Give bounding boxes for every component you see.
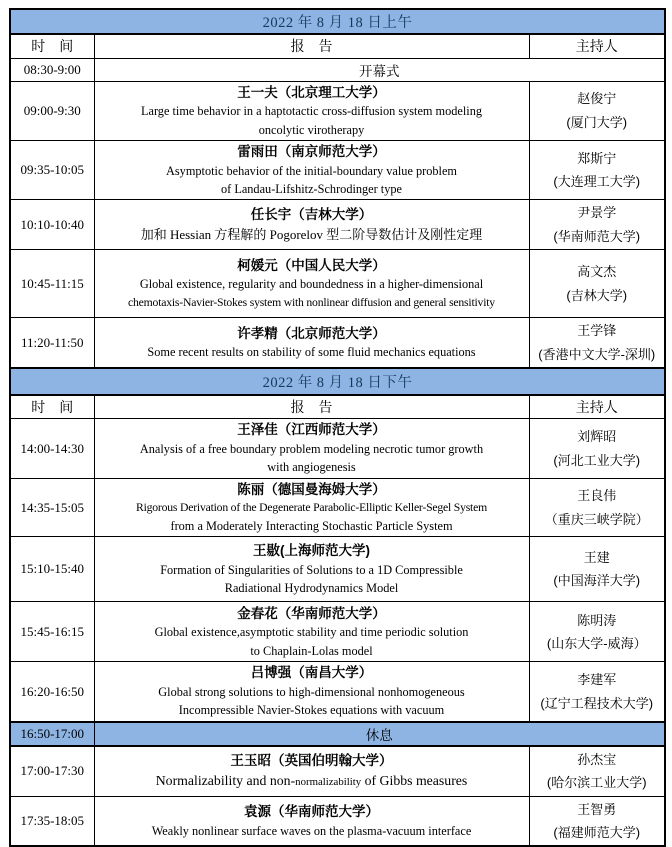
chair-affiliation: (辽宁工程技术大学) [540,695,654,711]
talk-title-line: Radiational Hydrodynamics Model [224,581,399,596]
chair-affiliation: (大连理工大学) [553,174,641,190]
chair-cell [529,140,665,199]
opening-label: 开幕式 [94,58,665,81]
talk-row [10,140,665,199]
talk-cell [94,746,529,796]
talk-speaker: 王玉昭（英国伯明翰大学） [230,753,393,769]
talk-row [10,602,665,662]
col-header-talk: 报 告 [94,34,529,58]
break-time: 16:50-17:00 [10,722,94,746]
talk-title-line: Analysis of a free boundary problem modeling necrotic tumor growth [139,442,484,456]
chair-cell [529,478,665,537]
chair-affiliation: (吉林大学) [566,287,628,303]
talk-title-line: Global existence, regularity and boundedness in a higher-dimensional [139,277,484,292]
talk-title-line: from a Moderately Interacting Stochastic Particle System [170,518,453,533]
talk-title-line: Asymptotic behavior of the initial-boundary value problem [166,163,457,178]
talk-time: 09:00-9:30 [10,81,94,140]
talk-cell [94,419,529,478]
talk-cell [94,537,529,602]
chair-cell [529,200,665,250]
talk-title-line: Global strong solutions to high-dimensional nonhomogeneous [158,684,465,699]
talk-cell [94,140,529,199]
talk-title-line: 加和 Hessian 方程解的 Pogorelov 型二阶导数估计及刚性定理 [140,226,483,242]
talk-time: 10:10-10:40 [10,200,94,250]
talk-row [10,746,665,796]
talk-title-line: Some recent results on stability of some fluid mechanics equations [147,345,476,360]
talk-cell [94,662,529,722]
talk-row [10,318,665,368]
break-row [10,722,665,746]
talk-cell [94,250,529,318]
talk-speaker: 任长宇（吉林大学） [250,207,373,223]
chair-name: 王学锋 [577,323,617,339]
talk-time: 10:45-11:15 [10,250,94,318]
column-header-row-afternoon [10,395,665,419]
col-header-time: 时 间 [10,395,94,419]
talk-row [10,81,665,140]
talk-cell [94,81,529,140]
chair-affiliation: (河北工业大学) [553,452,641,468]
chair-cell [529,796,665,846]
talk-title-part: normalizability [295,775,362,788]
talk-row [10,419,665,478]
opening-ceremony-row [10,58,665,81]
talk-cell [94,796,529,846]
chair-affiliation: (华南师范大学) [553,228,641,244]
talk-time: 17:00-17:30 [10,746,94,796]
talk-title-line: Rigorous Derivation of the Degenerate Parabolic-Elliptic Keller-Segel System [136,501,487,515]
chair-cell [529,602,665,662]
chair-cell [529,81,665,140]
talk-cell [94,478,529,537]
talk-title-line: oncolytic virotherapy [258,122,365,137]
talk-title-part: of Gibbs measures [361,772,468,788]
chair-name: 王智勇 [577,801,617,817]
talk-time: 14:35-15:05 [10,478,94,537]
talk-row [10,478,665,537]
talk-row [10,537,665,602]
talk-row [10,250,665,318]
session-band-morning [10,9,665,34]
talk-cell [94,318,529,368]
chair-cell [529,250,665,318]
conference-schedule-table [9,8,666,847]
talk-speaker: 王一夫（北京理工大学） [237,84,386,100]
chair-affiliation: (哈尔滨工业大学) [546,775,647,791]
chair-affiliation: （重庆三峡学院） [544,511,649,527]
chair-name: 李建军 [577,672,617,688]
chair-name: 赵俊宁 [577,91,617,107]
talk-speaker: 雷雨田（南京师范大学） [237,143,386,159]
talk-cell [94,200,529,250]
chair-cell [529,318,665,368]
chair-cell [529,662,665,722]
talk-time: 14:00-14:30 [10,419,94,478]
col-header-time: 时 间 [10,34,94,58]
chair-name: 王良伟 [577,488,617,504]
talk-speaker: 许孝精（北京师范大学） [237,325,386,341]
break-label: 休息 [94,722,665,746]
chair-name: 王建 [583,550,610,566]
talk-title-line: to Chaplain-Lolas model [250,643,373,658]
talk-speaker: 柯媛元（中国人民大学） [237,257,386,273]
talk-speaker: 袁源（华南师范大学） [244,804,379,820]
col-header-chair: 主持人 [529,34,665,58]
chair-name: 陈明涛 [577,612,617,628]
talk-title-line: with angiogenesis [267,460,356,475]
talk-time: 11:20-11:50 [10,318,94,368]
chair-name: 郑斯宁 [577,150,617,166]
talk-row [10,796,665,846]
chair-affiliation: (厦门大学) [566,114,628,130]
column-header-row-morning [10,34,665,58]
chair-name: 高文杰 [577,264,617,280]
talk-speaker: 陈丽（德国曼海姆大学） [237,481,386,497]
chair-name: 孙杰宝 [577,751,617,767]
chair-name: 刘辉昭 [577,429,617,445]
talk-title-part: Normalizability and non- [155,772,296,788]
session-band-morning-title: 2022 年 8 月 18 日上午 [10,9,665,34]
chair-cell [529,419,665,478]
chair-name: 尹景学 [577,205,617,221]
chair-affiliation: (山东大学-威海） [546,635,647,651]
talk-title-line: Weakly nonlinear surface waves on the plasma-vacuum interface [151,823,472,838]
talk-time: 16:20-16:50 [10,662,94,722]
session-band-afternoon-title: 2022 年 8 月 18 日下午 [10,368,665,395]
talk-title-line [97,771,527,792]
talk-title-line: of Landau-Lifshitz-Schrodinger type [221,181,402,196]
talk-time: 09:35-10:05 [10,140,94,199]
talk-row [10,662,665,722]
opening-time: 08:30-9:00 [10,58,94,81]
chair-affiliation: (香港中文大学-深圳) [538,346,656,362]
talk-title-line: chemotaxis-Navier-Stokes system with nonlinear diffusion and general sensitivity [128,295,495,309]
talk-title-line: Large time behavior in a haptotactic cross-diffusion system modeling [140,104,483,119]
talk-title-line: Formation of Singularities of Solutions to a 1D Compressible [160,562,463,577]
session-band-afternoon [10,368,665,395]
col-header-talk: 报 告 [94,395,529,419]
talk-title-line: Incompressible Navier-Stokes equations with vacuum [178,703,445,718]
chair-cell [529,537,665,602]
talk-speaker: 金春花（华南师范大学） [237,605,386,621]
chair-affiliation: (福建师范大学) [553,825,641,841]
talk-row [10,200,665,250]
talk-speaker: 吕博强（南昌大学） [250,665,373,681]
talk-cell [94,602,529,662]
talk-time: 15:45-16:15 [10,602,94,662]
col-header-chair: 主持人 [529,395,665,419]
chair-cell [529,746,665,796]
chair-affiliation: (中国海洋大学) [553,573,641,589]
talk-time: 17:35-18:05 [10,796,94,846]
talk-speaker: 王敭(上海师范大学) [253,543,370,559]
talk-speaker: 王泽佳（江西师范大学） [237,422,386,438]
talk-title-line: Global existence,asymptotic stability and time periodic solution [154,625,469,640]
talk-time: 15:10-15:40 [10,537,94,602]
